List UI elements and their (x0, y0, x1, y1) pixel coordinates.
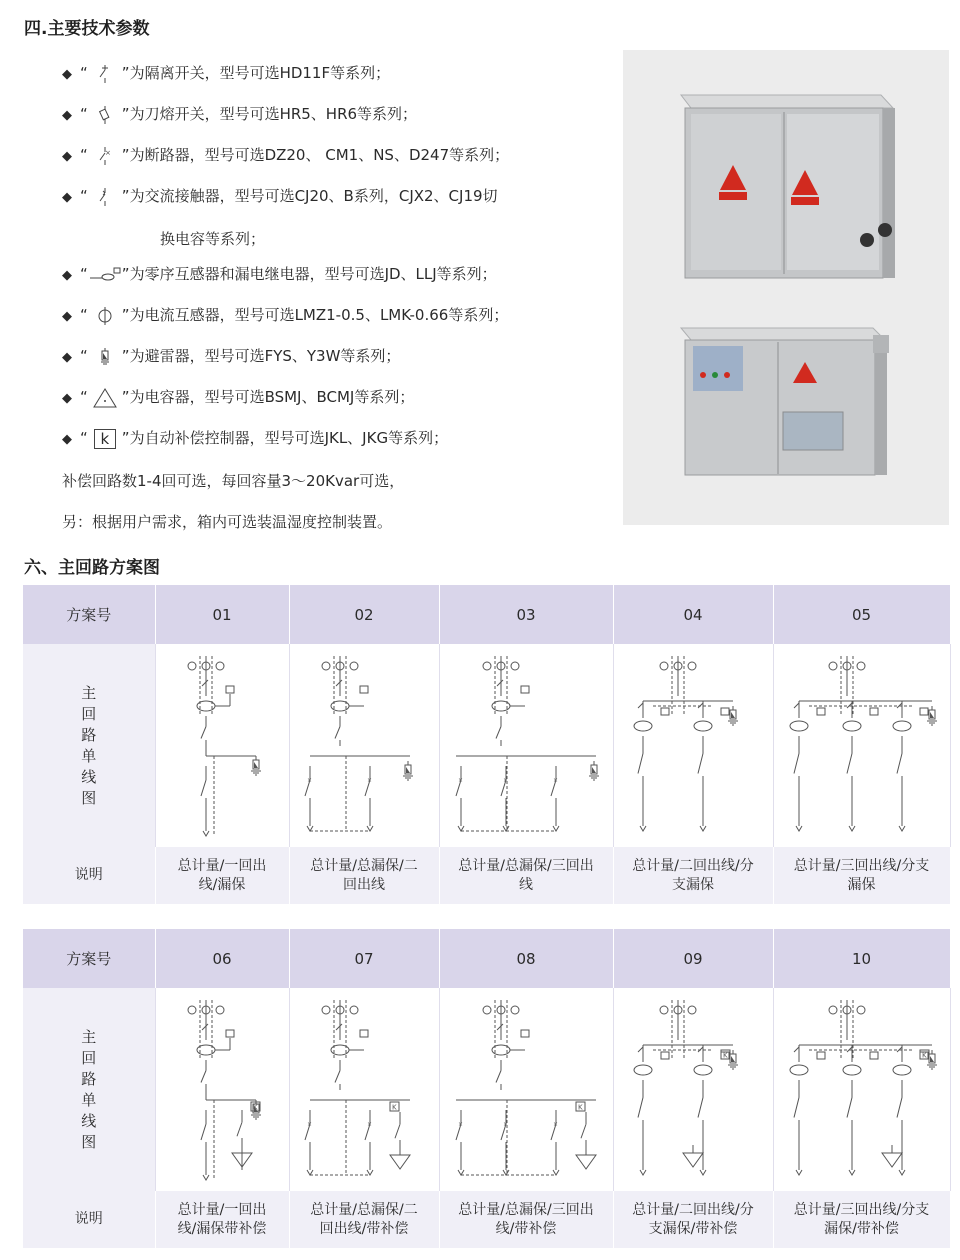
svg-text:K: K (391, 1103, 397, 1111)
isolating-switch-icon (88, 64, 122, 84)
section-title-params: 四.主要技术参数 (24, 19, 150, 39)
scheme-desc: 总计量/总漏保/三回出线/带补偿 (439, 1191, 613, 1248)
compensation-controller-icon (88, 429, 122, 449)
scheme-id: 01 (155, 585, 289, 644)
param-text: 为零序互感器和漏电继电器，型号可选JD、LLJ等系列； (129, 265, 497, 283)
quote-close: ” (121, 265, 130, 283)
svg-text:×: × (503, 1120, 509, 1128)
scheme-desc: 总计量/总漏保/三回出线 (439, 847, 613, 904)
param-bullet (62, 428, 448, 450)
quote-open: “ (80, 105, 88, 123)
single-line-diagram (289, 644, 439, 847)
diagram-label-char: 线 (81, 767, 97, 786)
scheme-id: 06 (155, 929, 289, 988)
controller-box-letter: k (94, 429, 116, 449)
cabinet-photo (623, 50, 949, 525)
param-bullet (62, 186, 498, 249)
diagram-label-char: 图 (81, 1132, 97, 1151)
single-line-diagram (289, 988, 439, 1191)
single-line-diagram (439, 644, 613, 847)
capacitor-icon (88, 388, 122, 408)
quote-close: ” (121, 187, 130, 205)
scheme-id: 03 (439, 585, 613, 644)
scheme-desc-row (23, 847, 950, 904)
param-text: 为断路器，型号可选DZ20、 CM1、NS、D247等系列； (129, 146, 510, 164)
fuse-switch-icon (88, 105, 122, 125)
scheme-diagram-row (23, 644, 950, 847)
single-line-diagram (155, 644, 289, 847)
param-text: 为交流接触器，型号可选CJ20、B系列，CJX2、CJ19切 (129, 187, 498, 205)
scheme-id: 08 (439, 929, 613, 988)
param-text: 为自动补偿控制器，型号可选JKL、JKG等系列； (129, 429, 449, 447)
single-line-diagram (155, 988, 289, 1191)
diagram-label-char: 线 (81, 1111, 97, 1130)
diamond-bullet-icon: ◆ (62, 190, 72, 205)
quote-close: ” (121, 64, 130, 82)
quote-close: ” (121, 105, 130, 123)
single-line-diagram (439, 988, 613, 1191)
scheme-table-1 (23, 585, 951, 904)
diamond-bullet-icon: ◆ (62, 309, 72, 324)
quote-open: “ (80, 306, 88, 324)
diagram-label-char: 主 (81, 1027, 97, 1046)
single-line-diagram (613, 644, 773, 847)
diamond-bullet-icon: ◆ (62, 67, 72, 82)
param-text: 为隔离开关，型号可选HD11F等系列； (129, 64, 391, 82)
svg-text:×: × (458, 776, 464, 784)
diagram-label-char: 回 (81, 704, 97, 723)
quote-close: ” (121, 146, 130, 164)
scheme-desc: 总计量/总漏保/二回出线 (289, 847, 439, 904)
quote-open: “ (80, 64, 88, 82)
diamond-bullet-icon: ◆ (62, 432, 72, 447)
scheme-desc: 总计量/一回出线/漏保 (155, 847, 289, 904)
scheme-diagram-row (23, 988, 950, 1191)
note-compensation: 补偿回路数1-4回可选，每回容量3～20Kvar可选， (62, 472, 405, 490)
section-title-schemes: 六、主回路方案图 (24, 558, 160, 578)
diagram-label (23, 988, 155, 1191)
scheme-desc: 总计量/二回出线/分支漏保/带补偿 (613, 1191, 773, 1248)
quote-close: ” (121, 306, 130, 324)
scheme-id: 09 (613, 929, 773, 988)
scheme-id: 10 (773, 929, 950, 988)
param-bullet (62, 264, 497, 286)
header-label: 方案号 (23, 585, 155, 644)
scheme-id: 07 (289, 929, 439, 988)
diamond-bullet-icon: ◆ (62, 268, 72, 283)
svg-text:K: K (578, 1103, 583, 1111)
svg-text:×: × (104, 148, 111, 157)
param-bullet (62, 104, 417, 126)
circuit-breaker-icon (88, 146, 122, 166)
svg-text:×: × (306, 776, 312, 784)
scheme-table-2 (23, 929, 951, 1248)
diagram-label (23, 644, 155, 847)
scheme-desc: 总计量/三回出线/分支漏保/带补偿 (773, 1191, 950, 1248)
param-bullet (62, 387, 414, 409)
scheme-header-row (23, 585, 950, 644)
scheme-id: 02 (289, 585, 439, 644)
quote-open: “ (80, 146, 88, 164)
quote-open: “ (80, 187, 88, 205)
single-line-diagram (773, 988, 950, 1191)
param-text-cont: 换电容等系列； (160, 230, 266, 248)
desc-label: 说明 (23, 1191, 155, 1248)
diagram-label-char: 主 (81, 683, 97, 702)
scheme-desc: 总计量/一回出线/漏保带补偿 (155, 1191, 289, 1248)
quote-close: ” (121, 388, 130, 406)
svg-text:K: K (921, 1051, 927, 1059)
diamond-bullet-icon: ◆ (62, 108, 72, 123)
quote-open: “ (80, 347, 88, 365)
param-text: 为刀熔开关，型号可选HR5、HR6等系列； (129, 105, 418, 123)
quote-open: “ (80, 265, 88, 283)
svg-text:×: × (366, 776, 372, 784)
svg-text:×: × (458, 1120, 464, 1128)
svg-text:×: × (553, 1120, 559, 1128)
svg-text:×: × (306, 1120, 312, 1128)
scheme-id: 04 (613, 585, 773, 644)
param-text: 为避雷器，型号可选FYS、Y3W等系列； (129, 347, 401, 365)
scheme-desc: 总计量/二回出线/分支漏保 (613, 847, 773, 904)
svg-text:×: × (553, 776, 559, 784)
scheme-desc: 总计量/三回出线/分支漏保 (773, 847, 950, 904)
diamond-bullet-icon: ◆ (62, 391, 72, 406)
scheme-desc-row (23, 1191, 950, 1248)
diagram-label-char: 单 (81, 746, 97, 765)
note-humidity: 另：根据用户需求，箱内可选装温湿度控制装置。 (62, 513, 393, 531)
contactor-icon (88, 187, 122, 207)
diagram-label-char: 图 (81, 788, 97, 807)
diagram-label-char: 单 (81, 1090, 97, 1109)
quote-open: “ (80, 429, 88, 447)
header-label: 方案号 (23, 929, 155, 988)
quote-close: ” (121, 347, 130, 365)
param-bullet (62, 63, 390, 85)
quote-close: ” (121, 429, 130, 447)
scheme-header-row (23, 929, 950, 988)
svg-text:K: K (723, 1051, 728, 1059)
param-text: 为电容器，型号可选BSMJ、BCMJ等系列； (129, 388, 415, 406)
quote-open: “ (80, 388, 88, 406)
surge-arrester-icon (88, 347, 122, 367)
param-bullet (62, 145, 509, 167)
svg-text:K: K (252, 1103, 258, 1111)
current-transformer-icon (88, 306, 122, 326)
diagram-label-char: 路 (81, 725, 97, 744)
single-line-diagram (613, 988, 773, 1191)
diamond-bullet-icon: ◆ (62, 350, 72, 365)
param-text: 为电流互感器，型号可选LMZ1-0.5、LMK-0.66等系列； (129, 306, 509, 324)
diagram-label-char: 路 (81, 1069, 97, 1088)
param-bullet (62, 305, 508, 327)
desc-label: 说明 (23, 847, 155, 904)
diamond-bullet-icon: ◆ (62, 149, 72, 164)
svg-text:×: × (366, 1120, 372, 1128)
svg-text:×: × (503, 776, 509, 784)
zero-sequence-ct-icon (88, 265, 122, 285)
single-line-diagram (773, 644, 950, 847)
scheme-desc: 总计量/总漏保/二回出线/带补偿 (289, 1191, 439, 1248)
scheme-id: 05 (773, 585, 950, 644)
diagram-label-char: 回 (81, 1048, 97, 1067)
param-bullet (62, 346, 400, 368)
